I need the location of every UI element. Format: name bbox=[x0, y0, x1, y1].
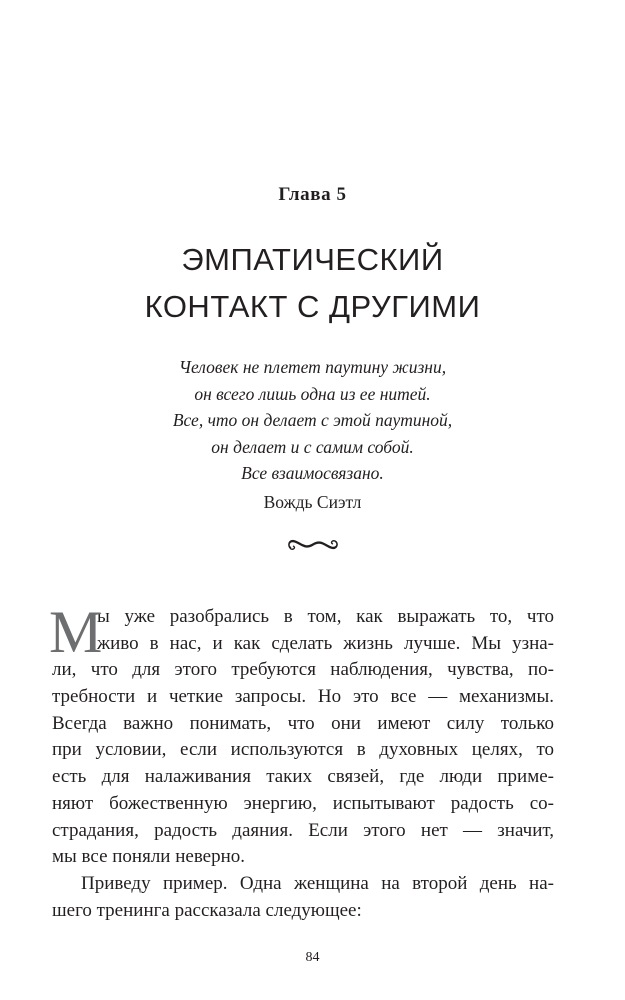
text-line: Приведу пример. Одна женщина на второй день на- bbox=[81, 872, 554, 894]
text-line: ы уже разобрались в том, как выражать то, что bbox=[97, 606, 554, 627]
text-line: есть для налаживания таких связей, где люди приме- bbox=[52, 766, 554, 788]
epigraph bbox=[0, 354, 625, 515]
chapter-title-line: ЭМПАТИЧЕСКИЙ bbox=[181, 242, 444, 277]
text-line: требности и четкие запросы. Но это все — механизмы. bbox=[52, 686, 554, 708]
flourish-ornament-icon bbox=[285, 533, 341, 555]
epigraph-author: Вождь Сиэтл bbox=[263, 491, 362, 512]
text-line: при условии, если используются в духовных целях, то bbox=[52, 739, 554, 761]
epigraph-line: он делает и с самим собой. bbox=[211, 436, 414, 457]
text-line: няют божественную энергию, испытывают радость со- bbox=[52, 792, 554, 814]
epigraph-line: он всего лишь одна из ее нитей. bbox=[194, 383, 431, 404]
chapter-title bbox=[0, 236, 625, 330]
text-line: мы все поняли неверно. bbox=[52, 846, 246, 868]
text-line: живо в нас, и как сделать жизнь лучше. Мы узна- bbox=[97, 632, 554, 654]
text-line: ли, что для этого требуются наблюдения, чувства, по- bbox=[52, 659, 554, 681]
chapter-title-line: КОНТАКТ С ДРУГИМИ bbox=[144, 289, 481, 324]
text-line: Всегда важно понимать, что они имеют силу только bbox=[52, 712, 554, 734]
page-number: 84 bbox=[305, 950, 320, 965]
text-line: шего тренинга рассказала следующее: bbox=[52, 899, 362, 921]
chapter-label: Глава 5 bbox=[278, 184, 347, 205]
body-text bbox=[49, 599, 554, 924]
drop-cap: М bbox=[49, 599, 103, 665]
text-line: страдания, радость даяния. Если этого нет — значит, bbox=[52, 819, 554, 841]
epigraph-line: Человек не плетет паутину жизни, bbox=[178, 357, 447, 377]
epigraph-line: Все, что он делает с этой паутиной, bbox=[172, 410, 453, 430]
epigraph-line: Все взаимосвязано. bbox=[241, 463, 384, 483]
